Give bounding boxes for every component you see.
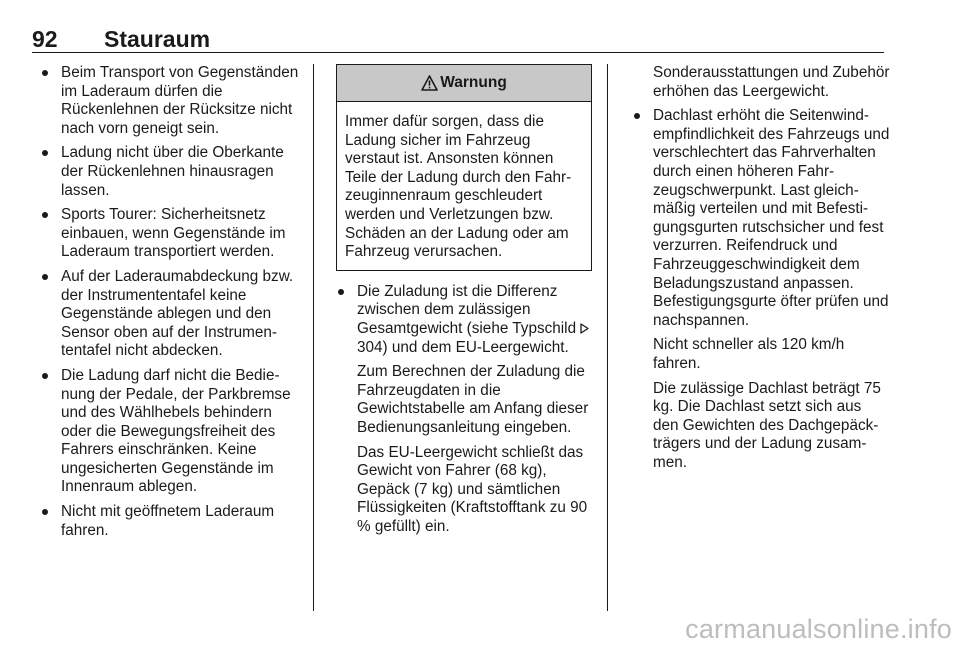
paragraph: Zum Berechnen der Zuladung die Fahrzeugdaten in die Gewichtstabelle am Anfang dieser Bedienungsanleitung eingeben. (357, 363, 589, 436)
list-item-text: Auf der Laderaumabdeckung bzw. der Instrumententafel keine Gegenstände ablegen und den Sensor oben auf der Instrumententafel nicht abdecken. (61, 267, 294, 360)
list-item (336, 283, 592, 357)
bullet-icon (42, 150, 48, 156)
list-item-text: Beim Transport von Gegenständen im Laderaum dürfen die Rückenlehnen der Rücksitze nicht nach vorn geneigt sein. (61, 64, 299, 137)
bullet-icon (338, 289, 344, 295)
list-item-text: Dachlast erhöht die Seitenwindempfindlichkeit des Fahrzeugs und verschlechtert das Fahrverhalten durch einen höheren Fahrzeugschwerpunkt. Last gleichmäßig verteilen und mit Befestigungsgurten rutschsicher und fest verzurren. Reifendruck und Fahrzeuggeschwindigkeit dem Beladungszustand anpassen. Befestigungsgurte öfter prüfen und nachspannen. (653, 107, 890, 329)
list-item (40, 367, 302, 497)
bullet-icon (42, 509, 48, 515)
section-title: Stauraum (104, 26, 211, 52)
warning-triangle-icon (421, 75, 438, 91)
list-item (40, 64, 302, 138)
list-item-text: Nicht mit geöffnetem Laderaum fahren. (61, 503, 275, 539)
warning-header (337, 65, 591, 102)
bullet-icon (634, 113, 640, 119)
header-divider (32, 52, 884, 53)
list-item (632, 107, 890, 330)
watermark: carmanualsonline.info (685, 614, 952, 644)
page-number: 92 (32, 26, 58, 52)
paragraph: Die zulässige Dachlast beträgt 75 kg. Die Dachlast setzt sich aus den Gewichten des Dachgepäckträgers und der Ladung zusammen. (653, 379, 881, 471)
list-item (40, 144, 302, 200)
list-item (40, 503, 302, 540)
paragraph: Das EU-Leergewicht schließt das Gewicht von Fahrer (68 kg), Gepäck (7 kg) und sämtlichen Flüssigkeiten (Kraftstofftank zu 90 % gefüllt) ein. (357, 443, 588, 535)
column-2 (336, 64, 592, 542)
warning-title: Warnung (440, 73, 507, 91)
warning-text: Immer dafür sorgen, dass die Ladung sicher im Fahrzeug verstaut ist. Ansonsten können Teile der Ladung durch den Fahrzeuginnenraum geschleudert werden und Verletzungen bzw. Schäden an der Ladung oder am Fahrzeug verursachen. (345, 113, 572, 261)
warning-box (336, 64, 592, 271)
list-item-text: Die Zuladung ist die Differenz zwischen dem zulässigen Gesamtgewicht (siehe Typschild 304) und dem EU-Leergewicht. (357, 283, 589, 356)
bullet-icon (42, 274, 48, 280)
list-item-text: Ladung nicht über die Oberkante der Rückenlehnen hinausragen lassen. (61, 144, 284, 199)
bullet-icon (42, 70, 48, 76)
bullet-icon (42, 212, 48, 218)
paragraph: Nicht schneller als 120 km/h fahren. (653, 336, 845, 372)
column-3 (632, 64, 890, 478)
column-divider (313, 64, 314, 611)
column-1 (40, 64, 302, 546)
paragraph: Sonderausstattungen und Zubehör erhöhen das Leergewicht. (653, 64, 890, 100)
bullet-icon (42, 373, 48, 379)
list-item (40, 206, 302, 262)
page-reference-arrow-icon (580, 320, 589, 337)
list-item (40, 268, 302, 361)
list-item-text: Die Ladung darf nicht die Bedienung der Pedale, der Parkbremse und des Wählhebels behindern oder die Bewegungsfreiheit des Fahrers einschränken. Keine ungesicherten Gegenstände im Innenraum ablegen. (61, 366, 291, 496)
page-header (32, 26, 884, 52)
column-divider (607, 64, 608, 611)
list-item-text: Sports Tourer: Sicherheitsnetz einbauen, wenn Gegenstände im Laderaum transportiert werden. (61, 206, 286, 261)
